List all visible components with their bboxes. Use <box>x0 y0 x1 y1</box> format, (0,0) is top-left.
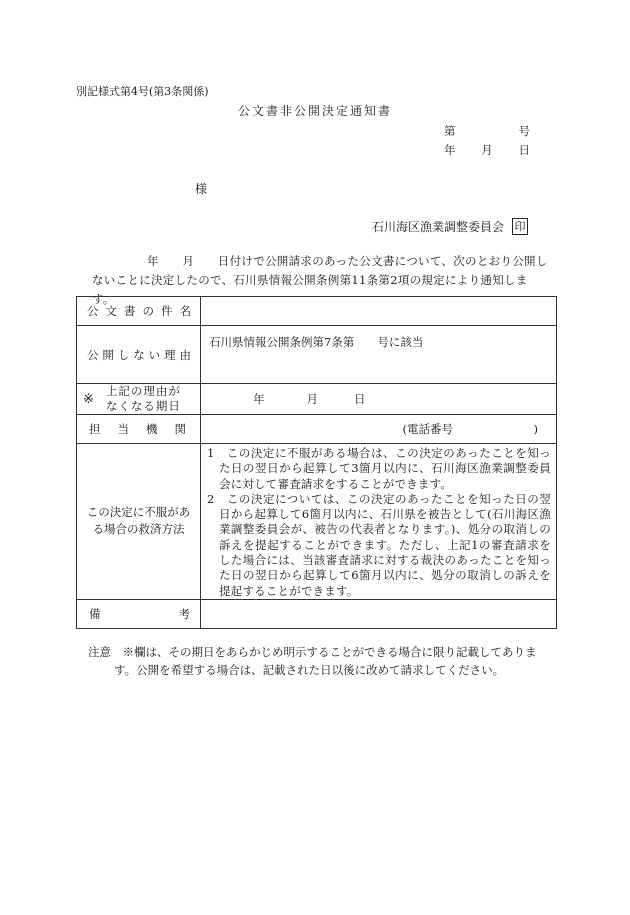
number-suffix: 号 <box>518 124 530 138</box>
label-chars <box>77 347 200 363</box>
label-char: 理 <box>164 347 176 362</box>
row-contact-office <box>77 415 557 444</box>
label-char: 由 <box>179 347 191 362</box>
label-document-subject <box>77 297 201 326</box>
value-document-subject[interactable] <box>201 297 557 326</box>
value-nondisclosure-reason[interactable]: 石川県情報公開条例第7条第 号に該当 <box>201 326 557 384</box>
label-char: 公 <box>87 304 99 318</box>
row-remarks <box>77 599 557 628</box>
footnote <box>88 643 554 679</box>
date-month: 月 <box>481 143 493 157</box>
label-remedy <box>77 444 201 600</box>
decision-table <box>76 296 557 629</box>
footnote-line2: す。公開を希望する場合は、記載された日以後に改めて請求してください。 <box>114 663 505 677</box>
label-char: 機 <box>146 422 158 436</box>
remedy-label-line1: この決定に不服があ <box>86 505 191 520</box>
label-char: 件 <box>161 304 173 318</box>
row-remedy <box>77 444 557 600</box>
seal-mark: 印 <box>512 218 528 235</box>
remedy-item-1: 1 この決定に不服がある場合は、この決定のあったことを知った日の翌日から起算して3箇月以内に、石川海区漁業調整委員会に対して審査請求をすることができます。 <box>207 446 551 491</box>
label-remarks <box>77 599 201 628</box>
row-condition-date <box>77 384 557 415</box>
condition-month: 月 <box>306 392 318 406</box>
label-char: 備 <box>89 606 101 621</box>
label-nondisclosure-reason <box>77 326 201 384</box>
remedy-label-text <box>77 504 200 538</box>
remedy-item-2: 2 この決定については、この決定のあったことを知った日の翌日から起算して6箇月以内に、石川県を被告として(石川海区漁業調整委員会が、被告の代表者となります。)、処分の取消しの訴えを提起することができます。ただし、上記1の審査請求をした場合には、当該審査請求に対する裁決のあったことを知った日の翌日から起算して6箇月以内に、処分の取消しの訴えを提起することができます。 <box>207 491 551 598</box>
label-char: 関 <box>174 422 186 436</box>
intro-paragraph: 年 月 日付けで公開請求のあった公文書について、次のとおり公開しないことに決定したので、石川県情報公開条例第11条第2項の規定により通知します。 <box>92 254 548 306</box>
label-char: 名 <box>179 304 191 318</box>
date-year: 年 <box>444 143 456 157</box>
label-char: 文 <box>105 304 117 318</box>
row-document-subject <box>77 297 557 326</box>
value-remarks[interactable] <box>201 599 557 628</box>
number-prefix: 第 <box>444 124 456 138</box>
addressee-honorific: 様 <box>195 182 208 196</box>
issuer-name: 石川海区漁業調整委員会 <box>372 220 505 234</box>
remedy-label-line2: る場合の救済方法 <box>92 522 185 537</box>
value-remedy <box>201 444 557 600</box>
issuer <box>372 218 528 235</box>
label-char: 担 <box>89 422 101 436</box>
document-number <box>444 123 530 139</box>
label-char: し <box>117 347 130 362</box>
label-char: 考 <box>178 606 190 621</box>
label-chars <box>77 421 200 437</box>
issue-date <box>444 142 530 158</box>
label-chars <box>77 303 200 319</box>
condition-year: 年 <box>253 392 265 406</box>
condition-label <box>77 384 200 414</box>
asterisk-mark: ※ <box>83 391 94 407</box>
label-char: 公 <box>87 347 99 362</box>
date-day: 日 <box>518 143 530 157</box>
label-char: 書 <box>124 304 136 318</box>
condition-day: 日 <box>354 392 366 406</box>
footnote-line1: 注意 ※欄は、その期日をあらかじめ明示することができる場合に限り記載してありま <box>88 645 537 659</box>
label-char: な <box>133 347 145 362</box>
condition-label-line2: なくなる期日 <box>105 399 181 413</box>
form-label: 別記様式第4号(第3条関係) <box>76 85 209 98</box>
value-contact-office[interactable] <box>201 415 557 444</box>
condition-label-text <box>106 384 181 414</box>
label-char: の <box>142 304 154 318</box>
phone-number-label: (電話番号 ) <box>402 422 538 436</box>
label-condition-date <box>77 384 201 415</box>
value-condition-date[interactable] <box>201 384 557 415</box>
label-char: 開 <box>102 347 114 362</box>
row-nondisclosure-reason <box>77 326 557 384</box>
label-char: い <box>148 347 161 362</box>
document-title: 公文書非公開決定通知書 <box>237 104 392 118</box>
condition-label-line1: 上記の理由が <box>105 384 181 398</box>
label-contact-office <box>77 415 201 444</box>
label-char: 当 <box>117 422 129 436</box>
label-chars <box>77 606 200 622</box>
